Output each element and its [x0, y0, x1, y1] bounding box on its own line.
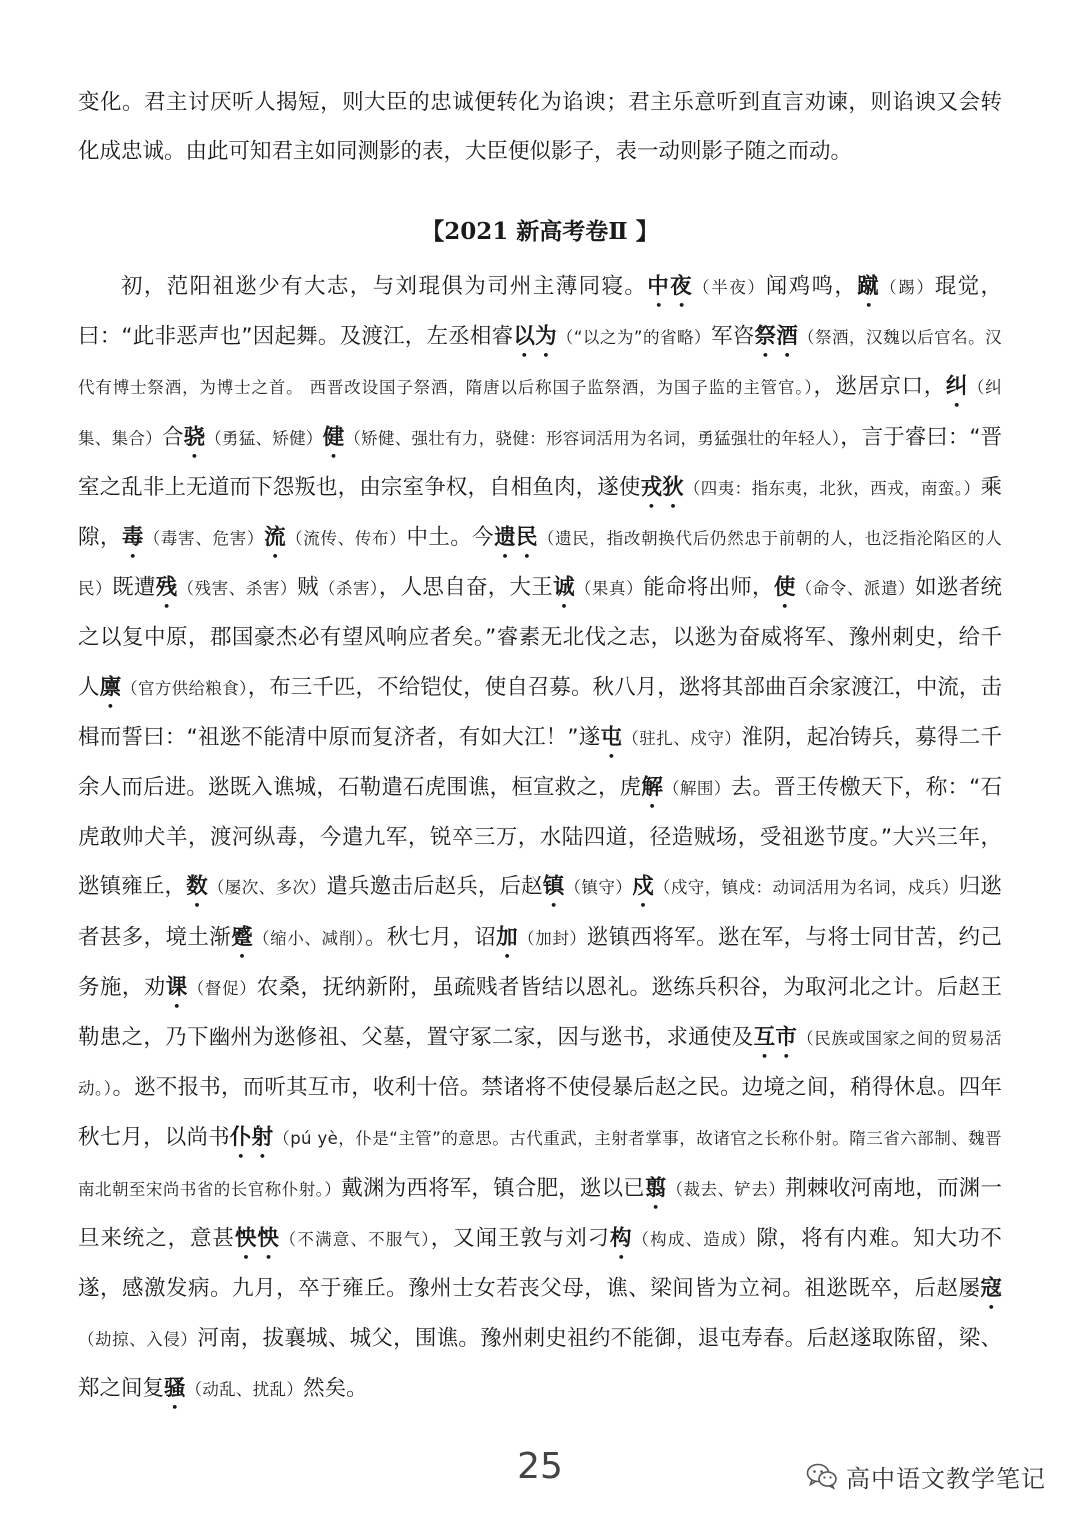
passage-text: 隙，将有内难。知大功不遂，感激发病。九月，卒于雍丘。豫州士女若丧父母，谯、梁间皆为立祠。祖逖既卒，后赵屡: [78, 1225, 1002, 1302]
keyword: 翦: [644, 1175, 667, 1201]
keyword: 以为: [513, 324, 557, 350]
annotation: （缩小、减削）: [252, 928, 365, 948]
keyword: 镇: [542, 874, 565, 900]
passage-text: 戴渊为西将军，镇合肥，逖以已: [341, 1175, 645, 1201]
annotation: （pú yè，仆是“主管”的意思。古代重武，主射者掌事，故诸官之长称仆射。隋三省六部制、魏晋南北朝至宋尚书省的长官称仆射。）: [78, 1129, 1002, 1199]
annotation: （构成、造成）: [632, 1229, 757, 1249]
passage-text: 初，范阳祖逖少有大志，与刘琨俱为司州主薄同寝。: [121, 274, 648, 299]
passage-text: 去。晋王传檄天下，称：“石虎敢帅犬羊，渡河纵毒，今遣九军，锐卒三万，水陆四道，径造贼场，受祖逖节度。”大兴三年，逖镇雍丘，: [78, 775, 1002, 900]
annotation: （加封）: [518, 928, 587, 948]
annotation: （劫掠、入侵）: [78, 1330, 198, 1350]
annotation: （不满意、不服气）: [279, 1229, 431, 1249]
keyword: 数: [186, 874, 208, 900]
passage-text: 军咨: [711, 324, 755, 350]
passage-text: 归逖者甚多，境土渐: [78, 874, 1002, 950]
annotation: （矫健、强壮有力，骁健：形容词活用为名词，勇猛强壮的年轻人）: [344, 428, 841, 448]
annotation: （祭酒，汉魏以后官名。汉代有博士祭酒，为博士之首。 西晋改设国子祭酒，隋唐以后称国子监祭酒，为国子监的主管官。）: [78, 328, 1002, 398]
annotation: （“以之为”的省略）: [556, 328, 712, 348]
keyword: 健: [322, 424, 345, 450]
passage-text: 乘隙，: [78, 474, 1002, 551]
annotation: （杀害）: [318, 579, 379, 599]
keyword: 加: [496, 924, 519, 950]
keyword: 骁: [183, 424, 206, 450]
keyword: 戎狄: [640, 474, 684, 500]
annotation: （屡次、多次）: [207, 878, 327, 898]
passage-text: ，人思自奋，大王: [378, 575, 554, 601]
annotation: （纠集、集合）: [78, 378, 1002, 448]
passage-text: 中土。今: [406, 525, 495, 551]
passage-text: ，逖居京口，: [813, 374, 946, 400]
annotation: （四夷：指东夷，北狄，西戎，南蛮。）: [683, 478, 981, 498]
annotation: （流传、传布）: [286, 529, 407, 549]
keyword: 毒: [121, 525, 144, 551]
watermark: [806, 1456, 1046, 1496]
passage-text: 荆棘收河南地，而渊一旦来统之，意甚: [78, 1175, 1002, 1251]
annotation: （解围）: [662, 779, 731, 799]
keyword: 课: [165, 974, 188, 1000]
passage-text: 能命将出师，: [643, 575, 774, 601]
intro-text: 变化。君主讨厌听人揭短，则大臣的忠诚便转化为谄谀；君主乐意听到直言劝谏，则谄谀又会转化成忠诚。由此可知君主如同测影的表，大臣便似影子，表一动则影子随之而动。: [78, 90, 1002, 164]
annotation: （裁去、铲去）: [666, 1179, 786, 1199]
passage-text: 遣兵邀击后赵兵，后赵: [326, 874, 543, 900]
passage-paragraph: [78, 262, 1002, 1414]
passage-text: 。秋七月，诏: [364, 924, 497, 950]
keyword: 互市: [753, 1025, 798, 1051]
intro-paragraph: [78, 78, 1002, 176]
passage-text: 。逖不报书，而听其互市，收利十倍。禁诸将不使侵暴后赵之民。边境之间，稍得休息。四年秋七月，以尚书: [78, 1075, 1002, 1151]
annotation: （残害、杀害）: [177, 579, 298, 599]
passage-text: ，言于睿曰：“晋室之乱非上无道而下怨叛也，由宗室争权，自相鱼肉，遂使: [78, 424, 1002, 500]
keyword: 诚: [553, 575, 575, 601]
passage-text: 贼: [297, 575, 319, 601]
keyword: 仆射: [229, 1125, 274, 1151]
annotation: （督促）: [187, 978, 257, 998]
keyword: 残: [155, 575, 178, 601]
annotation: （勇猛、矫健）: [205, 428, 323, 448]
keyword: 中夜: [647, 274, 694, 299]
passage-text: 淮阴，起冶铸兵，募得二千余人而后进。逖既入谯城，石勒遣石虎围谯，桓宣救之，虎: [78, 724, 1002, 801]
annotation: （命令、派遣）: [795, 579, 916, 599]
passage-text: 合: [162, 424, 184, 450]
annotation: （镇守）: [564, 878, 633, 898]
annotation: （果真）: [574, 579, 644, 599]
keyword: 解: [641, 775, 663, 801]
annotation: （踢）: [880, 278, 935, 297]
keyword: 蹙: [231, 924, 253, 950]
passage-body: [78, 262, 1002, 1414]
passage-text: 闻鸡鸣，: [765, 274, 858, 299]
keyword: 寇: [980, 1276, 1002, 1302]
passage-text: 如逖者统之以复中原，郡国豪杰必有望风响应者矣。”睿素无北伐之志，以逖为奋威将军、豫州刺史，给千人: [78, 575, 1002, 700]
passage-text: 逖镇西将军。逖在军，与将士同甘苦，约己务施，劝: [78, 924, 1002, 1000]
annotation: （驻扎、戍守）: [622, 728, 742, 748]
keyword: 流: [264, 525, 287, 551]
annotation: （戍守，镇戍：动词活用为名词，戍兵）: [653, 878, 959, 898]
wechat-icon: [806, 1462, 838, 1490]
annotation: （毒害、危害）: [143, 529, 265, 549]
keyword: 构: [610, 1225, 633, 1251]
section-heading: 【2021 新高考卷Ⅱ 】: [421, 218, 659, 245]
keyword: 遗民: [494, 525, 538, 551]
passage-text: 琨觉，曰：“此非恶声也”因起舞。及渡江，左丞相睿: [78, 274, 1002, 350]
keyword: 使: [773, 575, 796, 601]
annotation: （民族或国家之间的贸易活动。）: [78, 1029, 1002, 1099]
keyword: 戍: [632, 874, 654, 900]
annotation: （动乱、扰乱）: [185, 1380, 304, 1400]
annotation: （遗民，指改朝换代后仍然忠于前朝的人，也泛指沦陷区的人民）: [78, 529, 1002, 599]
passage-text: 既遭: [112, 575, 156, 601]
watermark-text: 高中语文教学笔记: [846, 1464, 1046, 1493]
page-number: 25: [517, 1446, 563, 1487]
keyword: 祭酒: [754, 324, 798, 350]
passage-text: 河南，拔襄城、城父，围谯。豫州刺史祖约不能御，退屯寿春。后赵遂取陈留，梁、郑之间复: [78, 1326, 1002, 1402]
annotation: （半夜）: [693, 278, 766, 297]
keyword: 骚: [164, 1376, 186, 1402]
annotation: （官方供给粮食）: [121, 678, 248, 698]
keyword: 纠: [945, 374, 968, 400]
keyword: 廪: [99, 674, 122, 700]
passage-text: 然矣。: [303, 1376, 368, 1402]
passage-text: ，布三千匹，不给铠仗，使自召募。秋八月，逖将其部曲百余家渡江，中流，击楫而誓曰：“祖逖不能清中原而复济者，有如大江！”遂: [78, 674, 1002, 750]
keyword: 蹴: [857, 274, 881, 299]
keyword: 屯: [600, 724, 623, 750]
keyword: 怏怏: [234, 1225, 280, 1251]
passage-text: 农桑，抚纳新附，虽疏贱者皆结以恩礼。逖练兵积谷，为取河北之计。后赵王勒患之，乃下幽州为逖修祖、父墓，置守冢二家，因与逖书，求通使及: [78, 974, 1002, 1051]
passage-text: ，又闻王敦与刘刁: [430, 1225, 611, 1251]
